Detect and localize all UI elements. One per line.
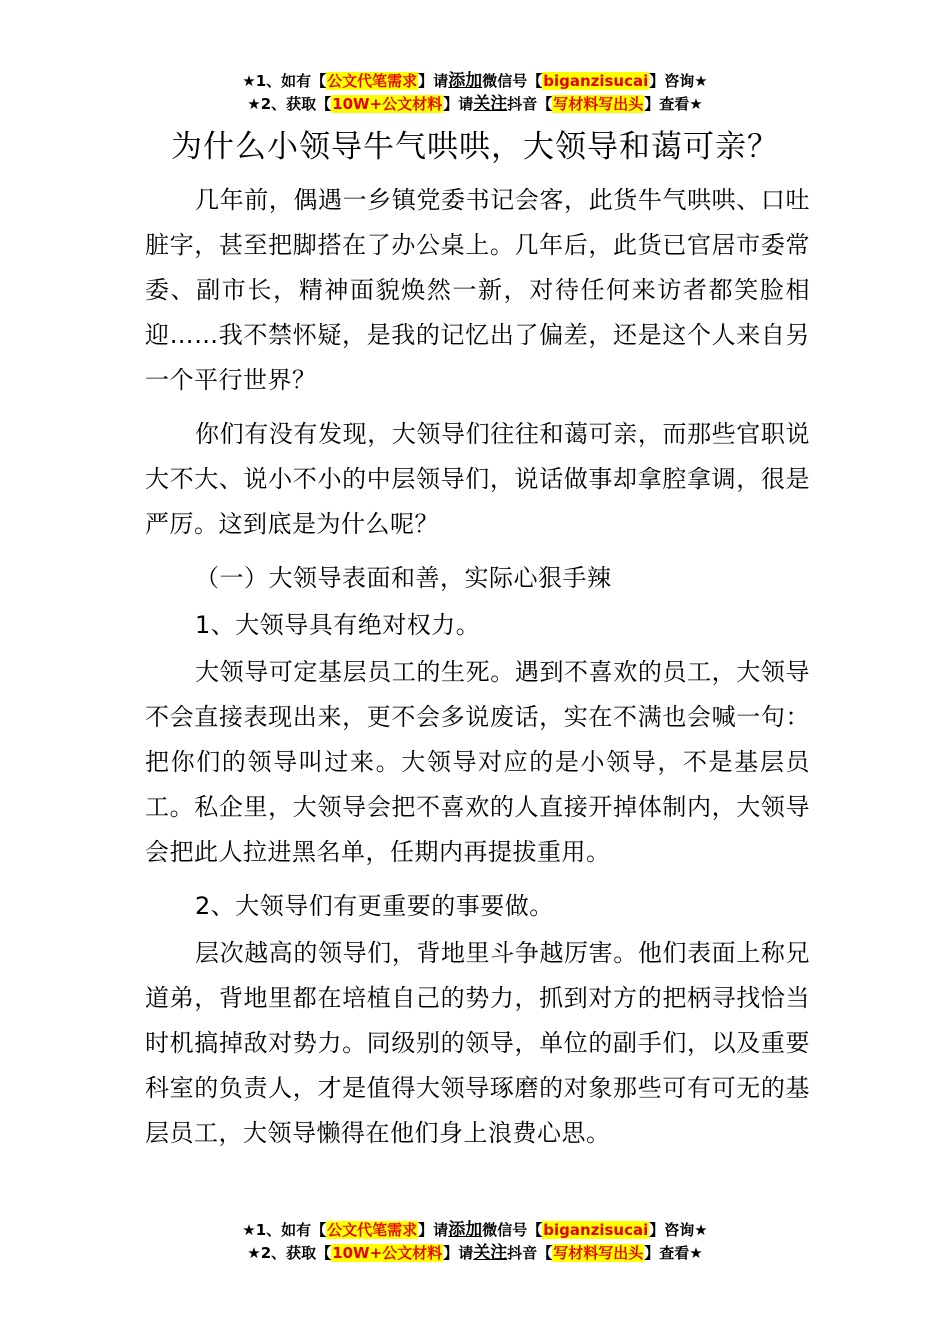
banner-text: ★1、如有【 [242,1221,327,1239]
douyin-id-highlight: 写材料写出头 [553,1244,644,1262]
banner-underlined: 关注 [473,1243,508,1263]
banner-line-1 [0,1219,950,1242]
banner-text: 抖音【 [507,1244,553,1262]
banner-text: 】咨询★ [649,72,708,90]
banner-text: 微信号【 [482,72,543,90]
paragraph: 你们有没有发现，大领导们往往和蔼可亲，而那些官职说大不大、说小不小的中层领导们，说话做事却拿腔拿调，很是严厉。这到底是为什么呢？ [145,420,810,538]
banner-underlined: 添加 [448,71,483,91]
banner-highlight: 公文代笔需求 [327,72,418,90]
banner-line-1 [0,70,950,93]
banner-underlined: 添加 [448,1220,483,1240]
banner-text: 】查看★ [644,95,703,113]
banner-text: 】请 [443,95,474,113]
banner-text: 】请 [443,1244,474,1262]
banner-text: 】请 [418,72,449,90]
banner-text: 抖音【 [507,95,553,113]
header-banner [0,70,950,116]
banner-text: 】查看★ [644,1244,703,1262]
document-body [145,178,810,1165]
banner-highlight: 10W+公文材料 [332,95,443,113]
subsection-heading: 2、大领导们有更重要的事要做。 [195,892,554,920]
document-title: 为什么小领导牛气哄哄，大领导和蔼可亲？ [171,129,779,165]
banner-text: ★2、获取【 [247,95,332,113]
paragraph: 层次越高的领导们，背地里斗争越厉害。他们表面上称兄道弟，背地里都在培植自己的势力，抓到对方的把柄寻找恰当时机搞掉敌对势力。同级别的领导，单位的副手们，以及重要科室的负责人，才是值得大领导琢磨的对象那些可有可无的基层员工，大领导懒得在他们身上浪费心思。 [145,939,810,1147]
banner-line-2 [0,93,950,116]
paragraph: 大领导可定基层员工的生死。遇到不喜欢的员工，大领导不会直接表现出来，更不会多说废话，实在不满也会喊一句：把你们的领导叫过来。大领导对应的是小领导，不是基层员工。私企里，大领导会把不喜欢的人直接开掉体制内，大领导会把此人拉进黑名单，任期内再提拔重用。 [145,658,810,866]
banner-text: 】咨询★ [649,1221,708,1239]
banner-highlight: 10W+公文材料 [332,1244,443,1262]
banner-text: ★1、如有【 [242,72,327,90]
wechat-id-highlight: biganzisucai [543,72,649,90]
section-heading: （一）大领导表面和善，实际心狠手辣 [195,564,612,592]
paragraph: 几年前，偶遇一乡镇党委书记会客，此货牛气哄哄、口吐脏字，甚至把脚搭在了办公桌上。几年后，此货已官居市委常委、副市长，精神面貌焕然一新，对待任何来访者都笑脸相迎……我不禁怀疑，是我的记忆出了偏差，还是这个人来自另一个平行世界？ [145,186,810,394]
douyin-id-highlight: 写材料写出头 [553,95,644,113]
banner-text: ★2、获取【 [247,1244,332,1262]
subsection-heading: 1、大领导具有绝对权力。 [195,611,481,639]
banner-text: 】请 [418,1221,449,1239]
banner-line-2 [0,1242,950,1265]
wechat-id-highlight: biganzisucai [543,1221,649,1239]
banner-highlight: 公文代笔需求 [327,1221,418,1239]
banner-text: 微信号【 [482,1221,543,1239]
footer-banner [0,1219,950,1265]
banner-underlined: 关注 [473,94,508,114]
